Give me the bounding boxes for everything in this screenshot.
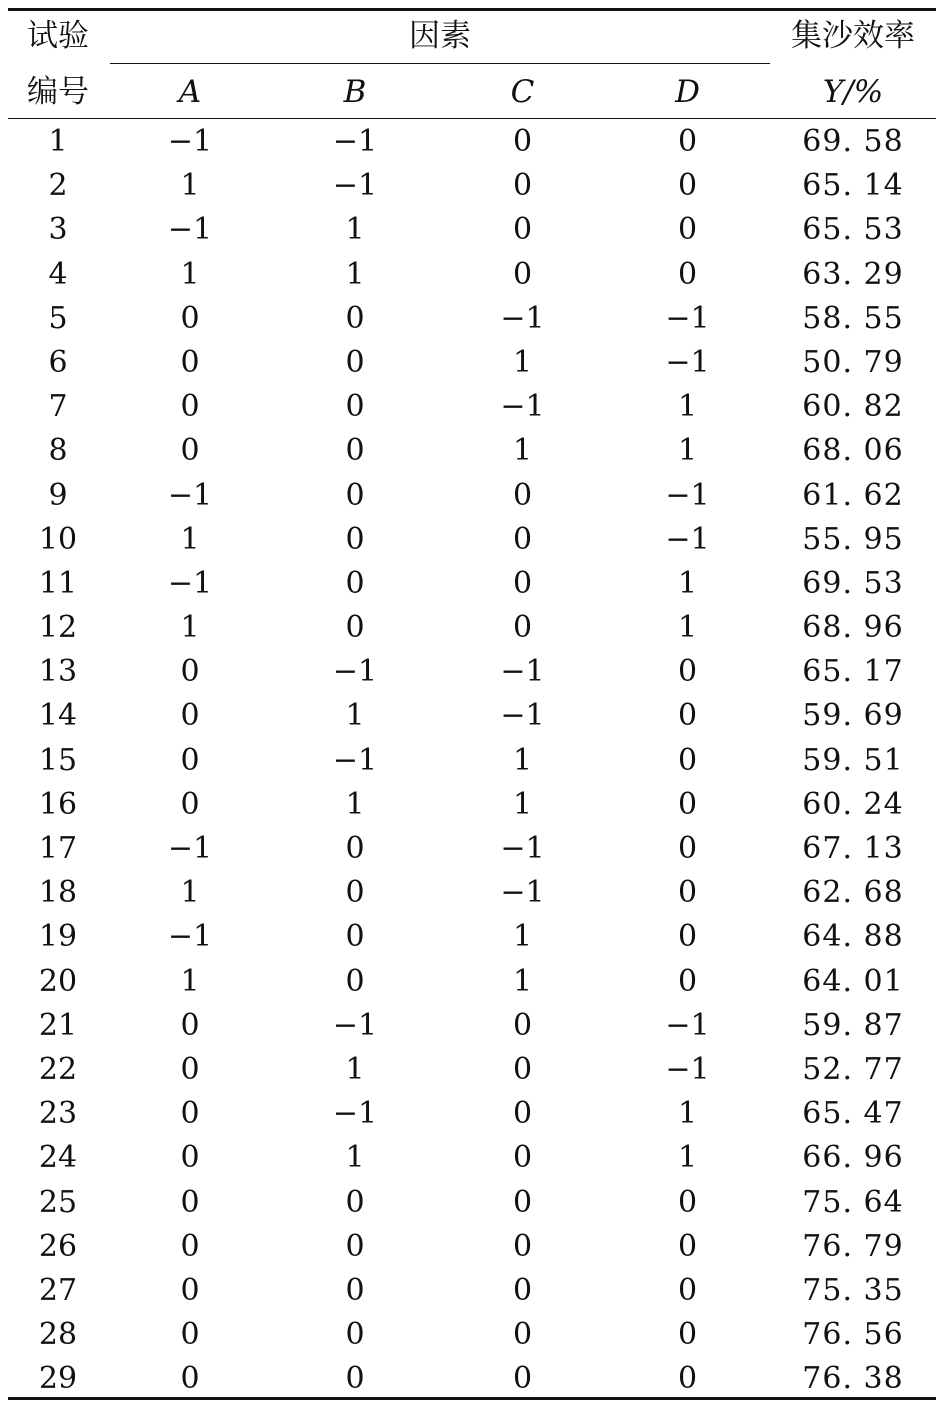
cell-factor-c: 0 [512, 168, 533, 204]
table-row [8, 1048, 936, 1092]
cell-efficiency: 55. 95 [802, 521, 904, 557]
cell-factor-a: −1 [167, 565, 213, 601]
header-efficiency-line2: Y/% [822, 74, 884, 110]
cell-factor-d: −1 [665, 300, 710, 336]
cell-factor-a: 0 [180, 698, 200, 734]
cell-factor-a: 0 [180, 1361, 200, 1397]
header-factor-a: A [178, 74, 202, 110]
cell-trial-no: 14 [38, 698, 78, 734]
header-efficiency-line1: 集沙效率 [791, 18, 915, 54]
table-row [8, 739, 936, 783]
cell-factor-a: −1 [167, 919, 213, 955]
cell-factor-b: −1 [332, 168, 378, 204]
cell-factor-c: 0 [512, 477, 533, 513]
cell-factor-c: 0 [512, 212, 533, 248]
cell-efficiency: 75. 35 [802, 1272, 904, 1308]
cell-efficiency: 67. 13 [802, 831, 904, 866]
table-row [8, 474, 936, 518]
cell-factor-a: 1 [180, 610, 200, 646]
table-row [8, 1181, 936, 1225]
table-row [8, 1313, 936, 1357]
cell-factor-d: 0 [677, 786, 698, 822]
cell-factor-d: 1 [677, 610, 698, 646]
cell-factor-c: 0 [512, 610, 533, 646]
cell-efficiency: 76. 79 [802, 1228, 904, 1264]
header-factors: 因素 [409, 18, 471, 54]
header-trial-no-line1: 试验 [27, 18, 89, 54]
cell-factor-a: 0 [180, 389, 200, 425]
cell-factor-b: 0 [345, 1184, 365, 1220]
cell-trial-no: 2 [48, 168, 68, 204]
header-trial-no-line2: 编号 [27, 74, 89, 110]
cell-factor-d: 1 [677, 389, 698, 425]
cell-factor-b: −1 [332, 124, 378, 159]
cell-factor-c: 0 [512, 1228, 533, 1264]
table-row [8, 827, 936, 871]
cell-efficiency: 66. 96 [802, 1140, 904, 1176]
cell-trial-no: 1 [48, 124, 68, 159]
cell-factor-d: 0 [677, 1228, 698, 1264]
cell-efficiency: 65. 17 [802, 654, 904, 690]
cell-factor-c: 0 [512, 1051, 533, 1087]
cell-trial-no: 29 [38, 1361, 78, 1397]
factor-group-rule [110, 63, 770, 64]
cell-factor-d: 0 [677, 256, 698, 292]
table-row [8, 960, 936, 1004]
cell-factor-a: 0 [180, 1007, 200, 1043]
cell-efficiency: 50. 79 [802, 344, 904, 380]
cell-factor-c: −1 [500, 831, 545, 866]
cell-efficiency: 63. 29 [802, 256, 904, 292]
cell-factor-d: 0 [677, 963, 698, 999]
cell-factor-d: −1 [665, 521, 710, 557]
cell-factor-c: 0 [512, 124, 533, 159]
cell-trial-no: 28 [38, 1317, 78, 1353]
cell-factor-a: 0 [180, 344, 200, 380]
table-row [8, 783, 936, 827]
cell-factor-a: 0 [180, 1228, 200, 1264]
cell-factor-c: −1 [500, 875, 545, 911]
table-row [8, 1092, 936, 1136]
cell-factor-c: 0 [512, 1140, 533, 1176]
cell-trial-no: 7 [48, 389, 68, 425]
cell-factor-b: 0 [345, 389, 365, 425]
cell-factor-c: 0 [512, 1184, 533, 1220]
cell-efficiency: 59. 51 [802, 742, 904, 778]
cell-factor-c: 1 [512, 919, 533, 955]
table-row [8, 915, 936, 959]
table-row [8, 1269, 936, 1313]
cell-factor-a: 0 [180, 1051, 200, 1087]
cell-efficiency: 61. 62 [802, 477, 904, 513]
cell-factor-b: 0 [345, 565, 365, 601]
table-row [8, 1004, 936, 1048]
cell-factor-a: −1 [167, 831, 213, 866]
table-header-rule [8, 118, 936, 119]
cell-factor-d: 0 [677, 212, 698, 248]
cell-factor-d: 0 [677, 698, 698, 734]
cell-trial-no: 9 [48, 477, 68, 513]
cell-efficiency: 69. 58 [802, 124, 904, 159]
cell-efficiency: 68. 96 [802, 610, 904, 646]
cell-factor-d: 0 [677, 654, 698, 690]
cell-trial-no: 18 [38, 875, 78, 911]
cell-factor-b: 1 [345, 698, 365, 734]
cell-factor-d: 1 [677, 565, 698, 601]
cell-factor-d: 0 [677, 1184, 698, 1220]
cell-efficiency: 62. 68 [802, 875, 904, 911]
cell-factor-d: 0 [677, 742, 698, 778]
table-bottom-rule [8, 1397, 936, 1400]
cell-efficiency: 60. 24 [802, 786, 904, 822]
cell-factor-b: 0 [345, 1272, 365, 1308]
cell-factor-d: 0 [677, 919, 698, 955]
cell-trial-no: 27 [38, 1272, 78, 1308]
cell-factor-d: 1 [677, 1140, 698, 1176]
cell-factor-a: 0 [180, 1096, 200, 1132]
cell-factor-b: 0 [345, 610, 365, 646]
cell-factor-a: 1 [180, 963, 200, 999]
cell-trial-no: 5 [48, 300, 68, 336]
table-row [8, 429, 936, 473]
cell-factor-a: 0 [180, 433, 200, 469]
cell-factor-a: 0 [180, 1272, 200, 1308]
table-row [8, 518, 936, 562]
header-factor-b: B [343, 74, 367, 110]
cell-factor-b: 0 [345, 344, 365, 380]
header-factor-c: C [510, 74, 535, 110]
cell-factor-d: 0 [677, 1272, 698, 1308]
cell-factor-b: 1 [345, 1140, 365, 1176]
cell-trial-no: 24 [38, 1140, 78, 1176]
cell-trial-no: 16 [38, 786, 78, 822]
table-body [8, 120, 936, 1401]
table-top-rule [8, 8, 936, 11]
cell-efficiency: 60. 82 [802, 389, 904, 425]
cell-factor-c: 0 [512, 1007, 533, 1043]
cell-factor-b: 0 [345, 919, 365, 955]
cell-trial-no: 26 [38, 1228, 78, 1264]
cell-trial-no: 17 [38, 831, 78, 866]
cell-factor-c: 1 [512, 786, 533, 822]
cell-factor-b: 1 [345, 212, 365, 248]
cell-factor-d: 1 [677, 1096, 698, 1132]
cell-trial-no: 11 [38, 565, 78, 601]
cell-factor-b: 0 [345, 1228, 365, 1264]
cell-factor-b: 0 [345, 433, 365, 469]
cell-factor-a: 1 [180, 875, 200, 911]
cell-factor-d: 0 [677, 124, 698, 159]
table-row [8, 871, 936, 915]
cell-factor-c: 0 [512, 1317, 533, 1353]
cell-factor-b: 1 [345, 786, 365, 822]
cell-factor-b: −1 [332, 654, 378, 690]
cell-factor-a: 0 [180, 786, 200, 822]
cell-trial-no: 4 [48, 256, 68, 292]
table-row [8, 164, 936, 208]
cell-factor-b: 0 [345, 300, 365, 336]
cell-factor-c: 1 [512, 433, 533, 469]
cell-factor-d: 1 [677, 433, 698, 469]
cell-efficiency: 69. 53 [802, 565, 904, 601]
cell-factor-c: 0 [512, 565, 533, 601]
table-row [8, 1225, 936, 1269]
cell-trial-no: 12 [38, 610, 78, 646]
cell-factor-b: 0 [345, 521, 365, 557]
cell-trial-no: 6 [48, 344, 68, 380]
cell-factor-c: 0 [512, 1272, 533, 1308]
cell-efficiency: 65. 47 [802, 1096, 904, 1132]
cell-factor-b: 0 [345, 1361, 365, 1397]
cell-factor-c: −1 [500, 698, 545, 734]
cell-factor-a: 0 [180, 1184, 200, 1220]
cell-trial-no: 20 [38, 963, 78, 999]
cell-factor-a: 0 [180, 300, 200, 336]
cell-factor-d: 0 [677, 168, 698, 204]
cell-trial-no: 3 [48, 212, 68, 248]
cell-factor-b: 1 [345, 1051, 365, 1087]
cell-factor-a: −1 [167, 124, 213, 159]
cell-trial-no: 8 [48, 433, 68, 469]
cell-factor-b: 0 [345, 1317, 365, 1353]
cell-factor-a: 1 [180, 168, 200, 204]
cell-trial-no: 23 [38, 1096, 78, 1132]
table-row [8, 385, 936, 429]
cell-factor-d: −1 [665, 1007, 710, 1043]
cell-factor-b: −1 [332, 1007, 378, 1043]
cell-efficiency: 76. 38 [802, 1361, 904, 1397]
cell-factor-d: −1 [665, 477, 710, 513]
header-factor-d: D [675, 74, 700, 110]
cell-factor-d: −1 [665, 1051, 710, 1087]
cell-trial-no: 10 [38, 521, 78, 557]
cell-factor-c: −1 [500, 300, 545, 336]
cell-efficiency: 65. 53 [802, 212, 904, 248]
table-row [8, 562, 936, 606]
cell-factor-b: −1 [332, 742, 378, 778]
table-row [8, 208, 936, 252]
cell-trial-no: 22 [38, 1051, 78, 1087]
table-row [8, 253, 936, 297]
cell-factor-c: −1 [500, 389, 545, 425]
table-row [8, 650, 936, 694]
cell-factor-b: 0 [345, 963, 365, 999]
cell-factor-c: 1 [512, 963, 533, 999]
cell-factor-d: 0 [677, 875, 698, 911]
cell-factor-a: −1 [167, 212, 213, 248]
cell-factor-d: 0 [677, 1317, 698, 1353]
cell-efficiency: 59. 87 [802, 1007, 904, 1043]
cell-factor-c: 0 [512, 256, 533, 292]
table-row [8, 341, 936, 385]
cell-factor-c: 0 [512, 1361, 533, 1397]
table-row [8, 606, 936, 650]
cell-factor-a: 0 [180, 1140, 200, 1176]
cell-efficiency: 59. 69 [802, 698, 904, 734]
cell-factor-a: 1 [180, 521, 200, 557]
cell-factor-c: 1 [512, 344, 533, 380]
cell-efficiency: 64. 88 [802, 919, 904, 955]
cell-factor-b: 0 [345, 875, 365, 911]
cell-efficiency: 65. 14 [802, 168, 904, 204]
cell-trial-no: 21 [38, 1007, 78, 1043]
table-row [8, 120, 936, 164]
cell-factor-a: 0 [180, 742, 200, 778]
cell-factor-c: 0 [512, 521, 533, 557]
cell-factor-b: 1 [345, 256, 365, 292]
cell-factor-d: −1 [665, 344, 710, 380]
cell-trial-no: 19 [38, 919, 78, 955]
cell-efficiency: 58. 55 [802, 300, 904, 336]
cell-efficiency: 76. 56 [802, 1317, 904, 1353]
cell-efficiency: 52. 77 [802, 1051, 904, 1087]
cell-factor-d: 0 [677, 831, 698, 866]
table-row [8, 297, 936, 341]
cell-factor-c: −1 [500, 654, 545, 690]
cell-factor-a: 1 [180, 256, 200, 292]
cell-efficiency: 64. 01 [802, 963, 904, 999]
cell-factor-b: −1 [332, 1096, 378, 1132]
table-row [8, 1136, 936, 1180]
table-row [8, 1357, 936, 1401]
cell-factor-c: 0 [512, 1096, 533, 1132]
cell-factor-d: 0 [677, 1361, 698, 1397]
cell-factor-a: 0 [180, 1317, 200, 1353]
cell-factor-c: 1 [512, 742, 533, 778]
cell-trial-no: 15 [38, 742, 78, 778]
cell-factor-b: 0 [345, 831, 365, 866]
cell-factor-a: −1 [167, 477, 213, 513]
cell-trial-no: 25 [38, 1184, 78, 1220]
cell-factor-b: 0 [345, 477, 365, 513]
cell-trial-no: 13 [38, 654, 78, 690]
table-row [8, 694, 936, 738]
cell-factor-a: 0 [180, 654, 200, 690]
cell-efficiency: 68. 06 [802, 433, 904, 469]
cell-efficiency: 75. 64 [802, 1184, 904, 1220]
